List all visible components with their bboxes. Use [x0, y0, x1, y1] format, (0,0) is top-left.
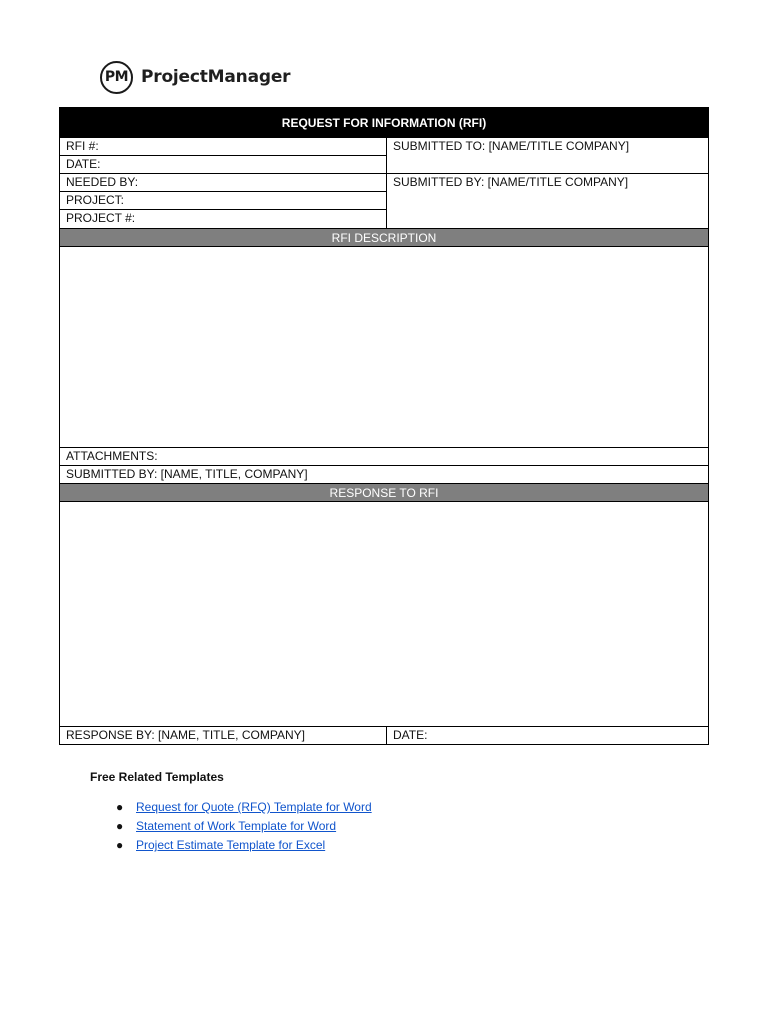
- field-needed-by[interactable]: NEEDED BY:: [60, 174, 386, 192]
- field-response-by[interactable]: RESPONSE BY: [NAME, TITLE, COMPANY]: [60, 727, 387, 744]
- brand-logo: [100, 57, 290, 97]
- related-templates-list: [90, 798, 372, 855]
- response-header: RESPONSE TO RFI: [60, 483, 708, 502]
- field-response-date[interactable]: DATE:: [393, 728, 428, 742]
- form-title: REQUEST FOR INFORMATION (RFI): [60, 108, 708, 137]
- field-submitted-by-top[interactable]: SUBMITTED BY: [NAME/TITLE COMPANY]: [393, 175, 629, 189]
- rfi-form: [59, 107, 709, 745]
- header-fields: [60, 137, 708, 228]
- field-rfi-number[interactable]: RFI #:: [60, 138, 386, 156]
- bullet-icon: ●: [116, 800, 124, 814]
- response-footer-row: [60, 726, 708, 744]
- field-attachments[interactable]: ATTACHMENTS:: [60, 447, 708, 465]
- field-submitted-to[interactable]: SUBMITTED TO: [NAME/TITLE COMPANY]: [387, 138, 708, 174]
- related-templates: [90, 770, 372, 855]
- bullet-icon: ●: [116, 819, 124, 833]
- right-field-column: [387, 138, 708, 228]
- pm-logo-icon: PM: [100, 61, 133, 94]
- list-item: [90, 836, 372, 855]
- field-project[interactable]: PROJECT:: [60, 192, 386, 210]
- link-estimate-template[interactable]: Project Estimate Template for Excel: [136, 838, 326, 852]
- response-area[interactable]: [60, 502, 708, 726]
- list-item: [90, 817, 372, 836]
- rfi-description-header: RFI DESCRIPTION: [60, 228, 708, 247]
- rfi-description-area[interactable]: [60, 247, 708, 447]
- field-project-number[interactable]: PROJECT #:: [66, 211, 136, 225]
- brand-name: ProjectManager: [141, 67, 291, 87]
- link-sow-template[interactable]: Statement of Work Template for Word: [136, 819, 337, 833]
- related-templates-title: Free Related Templates: [90, 770, 224, 784]
- left-field-column: [60, 138, 387, 228]
- field-date[interactable]: DATE:: [60, 156, 386, 174]
- bullet-icon: ●: [116, 838, 124, 852]
- list-item: [90, 798, 372, 817]
- link-rfq-template[interactable]: Request for Quote (RFQ) Template for Word: [136, 800, 372, 814]
- field-submitted-by[interactable]: SUBMITTED BY: [NAME, TITLE, COMPANY]: [60, 465, 708, 483]
